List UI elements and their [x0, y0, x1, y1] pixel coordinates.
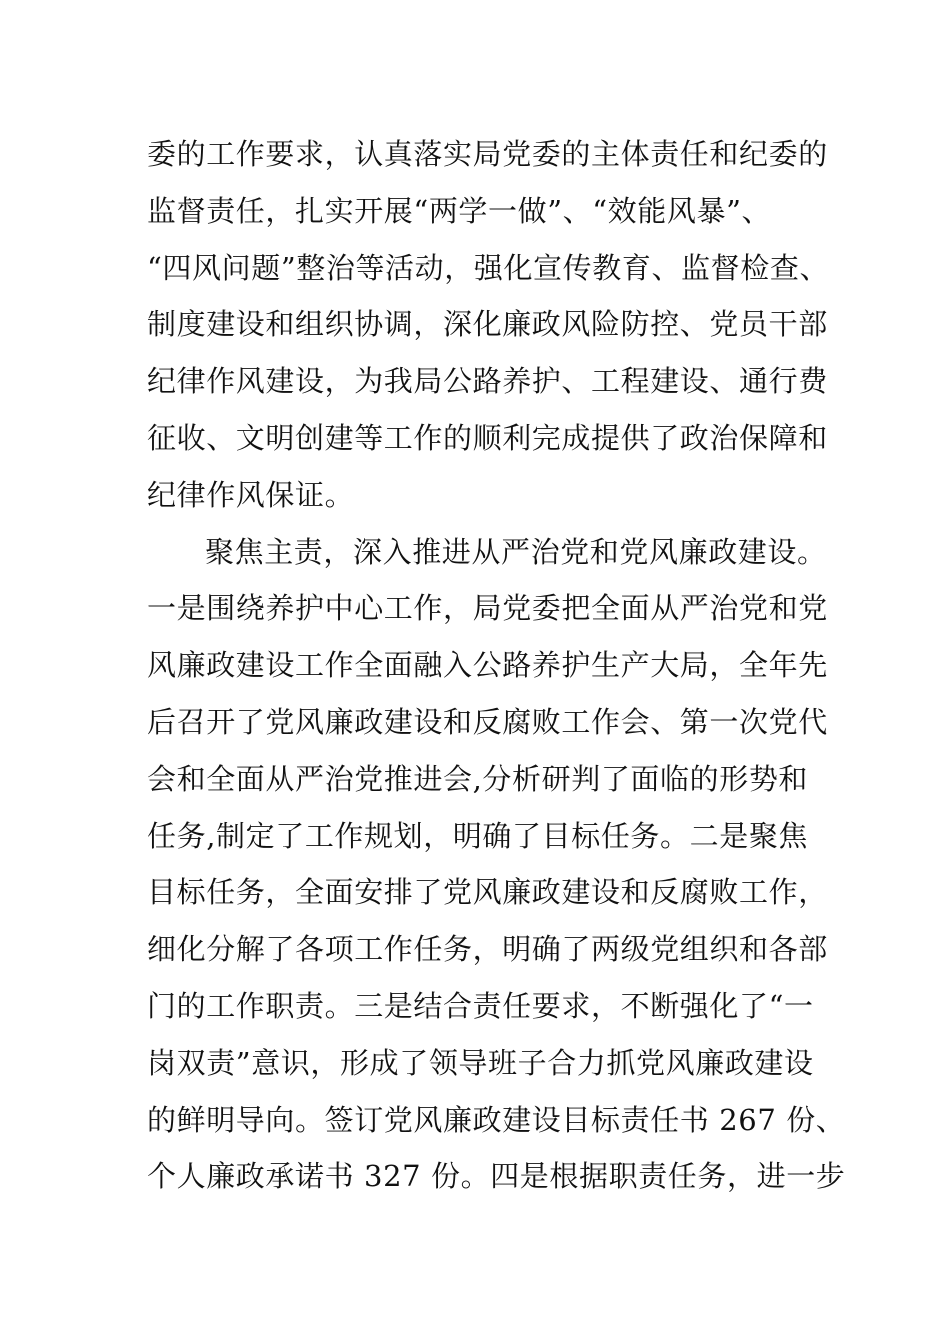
text-line: 目标任务，全面安排了党风廉政建设和反腐败工作，	[147, 875, 828, 910]
body-text	[147, 126, 846, 1205]
paragraph-heading-line: 聚焦主责，深入推进从严治党和党风廉政建设。	[205, 534, 827, 569]
text-line: 个人廉政承诺书 327 份。四是根据职责任务，进一步	[147, 1159, 846, 1194]
text-line: 任务,制定了工作规划，明确了目标任务。二是聚焦	[147, 818, 809, 853]
text-line: “四风问题”整治等活动，强化宣传教育、监督检查、	[147, 250, 830, 285]
text-line: 会和全面从严治党推进会,分析研判了面临的形势和	[147, 761, 809, 796]
text-line: 岗双责”意识，形成了领导班子合力抓党风廉政建设	[147, 1045, 814, 1080]
text-line: 门的工作职责。三是结合责任要求，不断强化了“一	[147, 988, 814, 1023]
text-line: 纪律作风保证。	[147, 477, 355, 512]
text-line: 委的工作要求，认真落实局党委的主体责任和纪委的	[147, 137, 828, 171]
text-line: 后召开了党风廉政建设和反腐败工作会、第一次党代	[147, 704, 828, 739]
text-line: 细化分解了各项工作任务，明确了两级党组织和各部	[147, 932, 828, 967]
text-line: 征收、文明创建等工作的顺利完成提供了政治保障和	[147, 420, 828, 455]
text-line: 纪律作风建设，为我局公路养护、工程建设、通行费	[147, 364, 828, 399]
text-line: 监督责任，扎实开展“两学一做”、“效能风暴”、	[147, 193, 772, 228]
text-line: 一是围绕养护中心工作，局党委把全面从严治党和党	[147, 591, 828, 626]
text-line: 的鲜明导向。签订党风廉政建设目标责任书 267 份、	[147, 1102, 846, 1137]
text-line: 风廉政建设工作全面融入公路养护生产大局，全年先	[147, 648, 828, 683]
text-line: 制度建设和组织协调，深化廉政风险防控、党员干部	[147, 307, 828, 342]
